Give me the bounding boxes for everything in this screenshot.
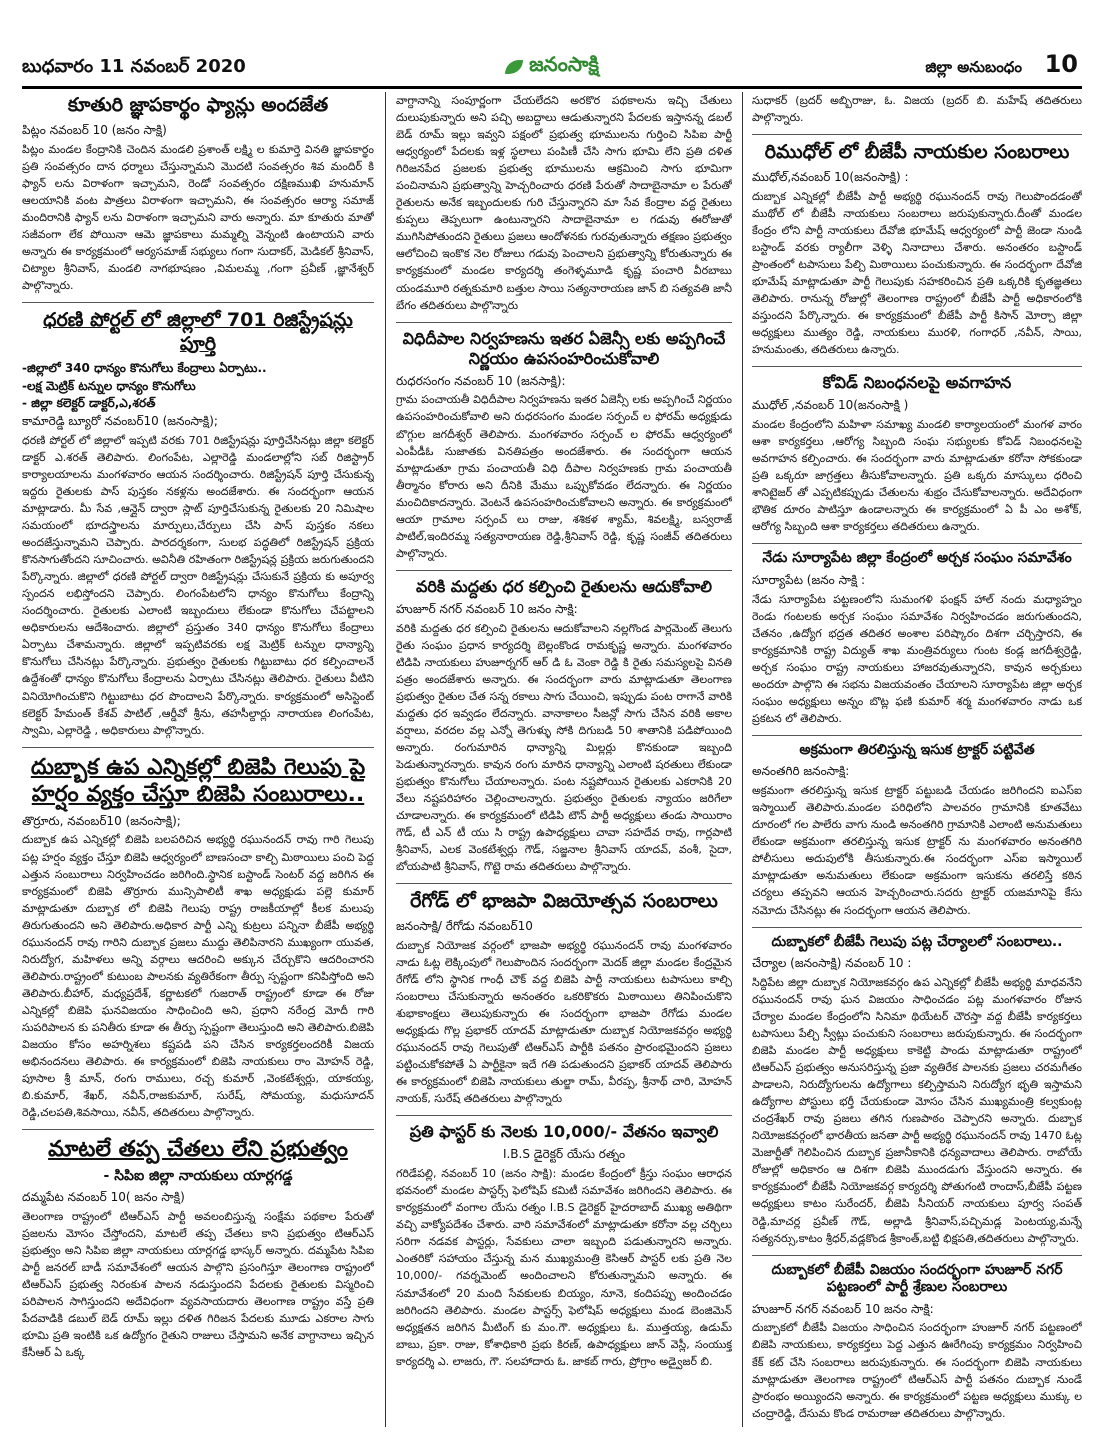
article-separator <box>752 1255 1082 1256</box>
article-dateline: సూర్యాపేట (జనం సాక్షి : <box>752 572 866 587</box>
article-separator <box>396 322 732 323</box>
article-separator <box>22 1129 374 1130</box>
article-separator <box>396 883 732 884</box>
article-subhead: I.B.S డైరెక్టర్ యేసు రత్నం <box>502 1147 626 1162</box>
article-body: దుబ్బాక నియోజక వర్గంలో భాజపా అభ్యర్థి రఘునందన్ రావు మంగళవారం నాడు ఓట్ల లెక్కింపులో గెలుపొందిన సందర్భంగా మెదక్ జిల్లా మండల కేంద్రమైన రేగోడ్ లోని స్థానిక గాంధీ చౌక్ వద్ద బిజెపి పార్టీ నాయకులు టపాసులు కాల్చి సంబరాలు చేసుకున్నారు అనంతరం ఒకరికొకరు మిఠాయిలు తినిపించుకొని శుభాకాంక్షలు తెలుపుకున్నారు ఈ సందర్భంగా భాజపా రేగోడు మండల అధ్యక్షుడు గొల్ల ప్రభాకర్ యాదవ్ మాట్లాడుతూ దుబ్బాక నియోజకవర్గం అభ్యర్థి రఘునందన్ రావు గెలుపుతో టిఆర్ఎస్ పార్టీకి పతనం ప్రారంభమైందని ప్రజలు పట్టించుకోకపోతే ఏ పార్టీకైనా ఇదే గతి పడుతుందని ప్రభాకర్ యాదవ్ తెలిపారు ఈ కార్యక్రమంలో బిజెపి నాయకులు తుల్జా రామ్, వీరప్ప, శ్రీనాథ్ చారి, మోహన్ నాయక్, సురేష్ తదితరులు పాల్గొన్నారు <box>396 938 732 1106</box>
newspaper-logo <box>505 52 599 81</box>
article-headline: అక్రమంగా తిరలిస్తున్న ఇసుక ట్రాక్టర్ పట్టివేత <box>799 741 1035 758</box>
article-cheryal-celebrations <box>752 934 1082 1247</box>
article-body: గరిడేపల్లి, నవంబర్ 10 (జనం సాక్షి): మండల కేంద్రంలో క్రీస్తు సంఘం ఆరాధన భవనంలో మండల పాస్టర్స్ ఫెలోషిప్ కమిటీ సమావేశం జరిగిందని తెలిపారు. ఈ కార్యక్రమంలో వంగాల యేసు రత్నం I.B.S డైరెక్టర్ హైదరాబాద్ ముఖ్య అతిథిగా వచ్చి వాక్యోపదేశం చేశారు. వారి సమావేశంలో మాట్లాడుతూ కరోనా వల్ల చర్చిలు సరిగా నడవక పాస్టర్లు, సేవకులు చాలా ఇబ్బంది పడుతున్నారని అన్నారు. ఎంతరికో సహాయం చేస్తున్న మన ముఖ్యమంత్రి కెసిఆర్ పాస్టర్ లకు ప్రతి నెల 10,000/- గవర్నమెంట్ అందించాలని కోరుతున్నామని అన్నారు. ఈ సమావేశంలో 20 మంది సేవకులకు బియ్యం, నూనె, కందిపప్పు అందించడం జరిగిందని తెలిపారు. మండల పాస్టర్స్ ఫెలోషిప్ అధ్యక్షులు మండ బెంజిమెన్ అధ్యక్షతన జరిగిన మీటింగ్ కు మం.గౌ. అధ్యక్షులు ఓ. ముత్తయ్య, ఉడుమ్ బాబు, ప్రకా. రాజు, కోశాధికారి ప్రభు కిరణ్, ఉపాధ్యక్షులు జాన్ వెస్లీ, సంయుక్త కార్యదర్శి ఎ. లాజరు, గౌ. సలహాదారు ఓ. జాకబ్ గారు, ప్రోగ్రాం అడ్వైజర్ బి. <box>396 1167 732 1368</box>
article-dateline: ముధోల్ ,నవంబర్ 10(జనంసాక్షి ) <box>752 398 909 413</box>
article-separator <box>752 366 1082 367</box>
leaf-icon <box>505 60 523 74</box>
article-cpi-criticism <box>22 1136 374 1361</box>
article-dateline: జనంసాక్షి/ రేగోడు నవంబర్10 <box>396 919 533 934</box>
article-headline: వరికి మద్దతు ధర కల్పించి రైతులను ఆదుకోవాలి <box>415 576 713 596</box>
article-headline: దుబ్బాక ఉప ఎన్నికల్లో బిజెపి గెలుపు పై హర్షం వ్యక్తం చేస్తూ బిజెపి సంబురాలు.. <box>30 754 366 808</box>
article-separator <box>752 927 1082 928</box>
article-dateline: ముధోల్,నవంబర్ 10(జనంసాక్షి) : <box>752 169 909 184</box>
article-body: దుబ్బాక ఉప ఎన్నికల్లో బిజెపి బలపరిచిన అభ్యర్థి రఘునందన్ రావు గారి గెలుపు పట్ల హర్షం వ్యక్తం చేస్తూ బిజెపి ఆధ్వర్యంలో బాణసంచా కాల్చి మిఠాయిలు పంచి పెద్ద ఎత్తున సంబురాలు నిర్వహించడం జరిగింది.స్థానిక బస్టాండ్ సెంటర్ వద్ద జరిగిన ఈ కార్యక్రమంలో బిజెపి తొర్రూరు మున్సిపాలిటీ శాఖ అధ్యక్షుడు పల్లె కుమార్ మాట్లాడుతూ దుబ్బాక లో బిజెపి గెలుపు రాష్ట్ర రాజకీయాల్లో కీలక మలుపు తిరుగుతుందని అని తెలిపారు.అధికార పార్టీ ఎన్ని కుట్రలు పన్నినా బీజేపీ అభ్యర్థి రఘునందన్ రావు గారిని దుబ్బాక ప్రజలు ముద్దు తెలిపినారని ముఖ్యంగా యువత, నిరుద్యోగ, మహిళలు అన్ని వర్గాలు ఆదరించి అక్కున చేర్చుకొని ఆదరించారని తెలిపారు.రాష్ట్రంలో కుటుంబ పాలనకు వ్యతిరేకంగా తీర్పు స్పష్టంగా కనిపిస్తోంది అని తెలిపారు.బీహార్, మధ్యప్రదేశ్, కర్ణాటకలో గుజరాత్ రాష్ట్రంలో కూడా ఈ రోజు ఎన్నికల్లో బిజెపి ఘనవిజయం సాధించింది అని, ప్రధాని నరేంద్ర మోదీ గారి సుపరిపాలన కు పనితీరు కూడా ఈ తీర్పు స్పష్టంగా తెలుస్తుంది అని తెలిపారు.బిజెపి విజయం కోసం అహర్నిశలు కష్టపడి పని చేసిన కార్యకర్తలందరికీ విజయ అభినందనలు తెలిపారు. ఈ కార్యక్రమంలో బిజెపి నాయకులు రాం మోహన్ రెడ్డి, పూసాల శ్రీ మాన్, రంగు రాములు, రచ్చ కుమార్ ,వెంకటేశ్వర్లు, యాకయ్య, బి.కుమార్, శేఖర్, నవీన్,రాజకుమార్, సురేష్, సోమయ్య, మధుసూదన్ రెడ్డి,చలపతి,శివసాయి, నవీన్, తదితరులు పాల్గొన్నారు. <box>22 833 374 1120</box>
article-body: పిట్లం మండల కేంద్రానికి చెందిన మండలి ప్రశాంత్ లక్ష్మి ల కుమార్తె వినతి జ్ఞాపకార్థం ప్రతి సంవత్సరం దాన ధర్మాలు చేస్తున్నామని మొదటి సంవత్సరం శివ మందిర్ కి ఫ్యాన్ లను విరాళంగా ఇచ్చామని, రెండో సంవత్సరం దక్షిణముఖి హనుమాన్ ఆలయానికి వంట పాత్రలు విరాళంగా ఇచ్చామని, ఈ సంవత్సరం ఆర్యా సమాజ్ మందిరానికి ఫ్యాన్ లను విరాళంగా ఇచ్చామని వారు అన్నారు. మా కూతురు మాతో సజీవంగా లేక పోయినా ఆమె జ్ఞాపకాలు మమ్మల్ని వెన్నంటి ఉంటాయని వారు అన్నారు ఈ కార్యక్రమంలో ఆర్యసమాజ్ సభ్యులు గంగా సుదాకర్, మెడికల్ శ్రీనివాస్, చిట్యాల శ్రీనివాస్, మండలి నాగభూషణం ,విమలమ్మ ,గంగా ప్రవీణ్ ,జ్ఞానేశ్వర్ పాల్గొన్నారు. <box>22 142 374 292</box>
article-dateline: కామారెడ్డి బ్యూరో నవంబర్10 (జనంసాక్షి); <box>22 414 218 429</box>
column-2 <box>396 92 732 1432</box>
article-dharani-portal <box>22 309 374 739</box>
article-body: వాగ్దానాన్ని సంపూర్ణంగా చేయలేదని అరకొర పథకాలను ఇచ్చి చేతులు దులుపుకున్నారు అని పచ్చి అబద్దాలు ఆడుతున్నారని పేదలకు ఇస్తానన్న డబల్ బెడ్ రూమ్ ఇల్లు ఇవ్వని పక్షంలో ప్రభుత్వ భూములను గుర్తించి సిపిఐ పార్టీ ఆధ్వర్యంలో పేదలకు ఇళ్ల స్థలాలు పంపిణీ చేసి సాగు భూమి లేని ప్రతి దళిత గిరిజనపేద ప్రజలకు ప్రభుత్వ భూములను ఆక్రమించి సాగు భూమిగా పంచినామని ప్రభుత్వాన్ని హెచ్చరించారు ధరణి పేరుతో సాదాబైనామా ల పేరుతో రైతులను అనేక ఇబ్బందులకు గురి చేస్తున్నారని మా సేవ కేంద్రాల వద్ద రైతులు కుప్పలు తెప్పలుగా ఉంటున్నారని సాదాబైనామా ల గడువు ఈరోజుతో ముగిసిపోతుందని రైతులు ప్రజలు ఆందోళనకు గురవుతున్నారు తక్షణం ప్రభుత్వం ఆలోచించి ఇంకొక నెల రోజులు గడువు పెంచాలని ప్రభుత్వాన్ని కోరుతున్నారు ఈ కార్యక్రమంలో మండల కార్యదర్శి తంగెళ్ళమూడి కృష్ణ పంచారి వీరబాబు యండమూరి రత్నకుమారి బత్తుల సాయి సత్యనారాయణ జాన్ బి సత్యవతి జానీ బేగం తదితరులు పాల్గొన్నారు <box>396 94 732 312</box>
column-3 <box>752 92 1082 1432</box>
column-divider <box>742 92 743 1427</box>
article-headline: ప్రతి ఫాస్టర్ కు నెలకు 10,000/- వేతనం ఇవ్వాలి <box>409 1122 719 1142</box>
article-headline: మాటలే తప్ప చేతలు లేని ప్రభుత్వం <box>48 1137 348 1163</box>
masthead-rule <box>22 86 1082 89</box>
masthead <box>22 50 1082 84</box>
article-body: దుబ్బాకలో బీజేపీ విజయం సాధించిన సందర్భంగా హుజూర్ నగర్ పట్టణంలో బిజెపి నాయకులు, కార్యకర్తలు పెద్ద ఎత్తున ఊరేగింపు కార్యక్రమం నిర్వహించి కేక్ కట్ చేసి సంబరాలు జరుపుకున్నారు. ఈ సందర్భంగా బిజెపి నాయకులు మాట్లాడుతూ తెలంగాణ రాష్ట్రంలో టిఆర్ఎస్ పార్టీ పతనం దుబ్బాక నుండే ప్రారంభం అయ్యిందని అన్నారు. ఈ కార్యక్రమంలో పట్టణ అధ్యక్షులు ముక్కు ల చంద్రారెడ్డి, దేసుమ కొండ రామరాజు తదితరులు పాల్గొన్నారు. <box>752 1321 1082 1420</box>
article-headline: రేగోడ్ లో భాజపా విజయోత్సవ సంబరాలు <box>410 890 718 913</box>
article-body: తెలంగాణ రాష్ట్రంలో టిఆర్ఎస్ పార్టీ అవలంబిస్తున్న సంక్షేమ పథకాల పేరుతో ప్రజలను మోసం చేస్తోందని, మాటలే తప్ప చేతలు కాని ప్రభుత్వం టిఆర్ఎస్ ప్రభుత్వం అని సిపిఐ జిల్లా నాయకులు యార్లగడ్డ భాస్కర్ అన్నారు. దమ్మపేట సిపిఐ పార్టీ జనరల్ బాడీ సమావేశంలో ఆయన పాల్గొని ప్రసంగిస్తూ తెలంగాణ రాష్ట్రంలో టిఆర్ఎస్ ప్రభుత్వ నిరంకుశ పాలన నడుస్తుందని పేదలకు రైతులకు విస్మరించి పరిపాలన సాగిస్తుందని అదేవిధంగా వ్యవసాయదారు తెలంగాణ రాష్ట్రం వస్తే ప్రతి పేదవాడికి డబుల్ బెడ్ రూమ్ ఇల్లు దళిత గిరిజన పేదలకు మూడు ఎకరాల సాగు భూమి ప్రతి ఇంటికి ఒక ఉద్యోగం రైతుని రాజులు చేస్తామని అనేక వాగ్దానాలు ఇచ్చిన కేసీఆర్ ఏ ఒక్క <box>22 1210 374 1360</box>
article-regode-celebrations <box>396 890 732 1107</box>
issue-date: బుధవారం 11 నవంబర్ 2020 <box>22 56 246 77</box>
article-body: ధరణి పోర్టల్ లో జిల్లాలో ఇప్పటి వరకు 701 రిజిస్ట్రేషన్లు పూర్తిచేసినట్లు జిల్లా కలెక్టర్ డాక్టర్ ఎ.శరత్ తెలిపారు. లింగంపేట, ఎల్లారెడ్డి మండలాల్లోని సబ్ రిజిస్ట్రార్ కార్యాలయాలను మంగళవారం ఆయన సందర్శించారు. రిజిస్ట్రేషన్ పూర్తి చేసుకున్న ఇద్దరు రైతులకు పాస్ పుస్తకం నకళ్లను అందజేశారు. ఈ సందర్భంగా ఆయన మాట్లాడారు. మీ సేవ ,ఆన్లైన్ ద్వారా స్లాట్ పూర్తిచేసుకున్న రైతులకు 20 నిమిషాల సమయంలో భూదస్త్రాలను మార్పులు,చేర్పులు చేసి పాస్ పుస్తకం నకలు అందజేస్తున్నామని చెప్పారు. పారదర్శకంగా, సులభ పద్ధతిలో రిజిస్ట్రేషన్ ప్రక్రియ కొనసాగుతోందని సూచించారు. అవినీతి రహితంగా రిజిస్ట్రేషన్ల ప్రక్రియ జరుగుతుందని పేర్కొన్నారు. జిల్లాలో ధరణి పోర్టల్ ద్వారా రిజిస్ట్రేషన్లు చేసుకునే ప్రక్రియ కు అపూర్వ స్పందన లభిస్తోందని చెప్పారు. లింగంపేటలోని ధాన్యం కొనుగోలు కేంద్రాన్ని సందర్శించారు. రైతులకు ఎలాంటి ఇబ్బందులు లేకుండా కొనుగోలు చేపట్టాలని అధికారులను ఆదేశించారు. జిల్లాలో ప్రస్తుతం 340 ధాన్యం కొనుగోలు కేంద్రాలు ఏర్పాటు చేశామన్నారు. జిల్లాలో ఇప్పటివరకు లక్ష మెట్రిక్ టన్నుల ధాన్యాన్ని కొనుగోలు చేసినట్లు పేర్కొన్నారు. ప్రభుత్వం రైతులకు గిట్టుబాటు ధర కల్పించాలనే ఉద్దేశంతో ధాన్యం కొనుగోలు కేంద్రాలను ఏర్పాటు చేసినట్లు తెలిపారు. రైతులు వీటిని వినియోగించుకొని గిట్టుబాటు ధర పొందాలని పేర్కొన్నారు. కార్యక్రమంలో అసిస్టెంట్ కలెక్టర్ హేమంత్ కేశవ్ పాటిల్ ,ఆర్డీవో శ్రీను, తహసీల్దార్లు నారాయణ లింగంపేట, స్వామి, ఎల్లారెడ్డి , అధికారులు పాల్గొన్నారు. <box>22 433 374 737</box>
article-covid-awareness <box>752 373 1082 535</box>
article-huzurnagar-celebrations <box>752 1262 1082 1422</box>
section-title: జిల్లా అనుబంధం <box>925 58 1022 76</box>
column-1 <box>22 92 374 1432</box>
column-divider <box>385 92 386 1427</box>
article-body: దుబ్బాక ఎన్నికల్లో బీజేపీ పార్టీ అభ్యర్థి రఘునందన్ రావు గెలుపొందడంతో ముథోల్ లో బీజేపీ నాయకులు సంబరాలు జరుపుకున్నారు.దీంతో మండల కేంద్రం లోని పార్టీ నాయకులు దేవోజి భూమేష్ ఆధ్వర్యంలో పార్టీ జెండా నుండి బస్టాండ్ వరకు ర్యాలీగా వెళ్ళి నినాదాలు చేశారు. అనంతరం బస్టాండ్ ప్రాంతంలో టపాసులు పేల్చి మిఠాయిలు పంచుకున్నారు. ఈ సందర్భంగా దేవోజి భూమేష్ మాట్లాడుతూ పార్టీ గెలుపుకు సహకరించిన ప్రతి ఒక్కరికి కృతజ్ఞతలు తెలిపారు. రానున్న రోజుల్లో తెలంగాణ రాష్ట్రంలో బీజేపీ పార్టీ అధికారంలోకి వస్తుందని పేర్కొన్నారు. ఈ కార్యక్రమంలో బీజేపీ పార్టీ కిసాన్ మోర్చా జిల్లా అధ్యక్షులు ముత్యం రెడ్డి, నాయకులు మురళి, గంగాధర్ ,నవీన్, సాయి, హనుమంతు, తదితరులు ఉన్నారు. <box>752 189 1082 357</box>
article-body: మండల కేంద్రంలోని మహిళా సమాఖ్య మండలి కార్యాలయంలో మంగళ వారం ఆశా కార్యకర్తలు ,ఆరోగ్య సిబ్బంది సంఘ సభ్యులకు కోవిడ్ నిబంధనలపై అవగాహన కల్పించారు. ఈ సందర్భంగా వారు మాట్లాడుతూ కరోనా సోకకుండా ప్రతి ఒక్కరూ జాగ్రత్తలు తీసుకోవాలన్నారు. ప్రతి ఒక్కరు మాస్కులు ధరించి శానిటైజర్ తో ఎప్పటికప్పుడు చేతులను శుభ్రం చేసుకోవాలన్నారు. అదేవిధంగా భౌతిక దూరం పాటిస్తూ ఉండాలన్నారు ఈ కార్యక్రమంలో ఏ పీ ఎం అశోక్, ఆరోగ్య సిబ్బంది ఆశా కార్యకర్తలు తదితరులు ఉన్నారు. <box>752 417 1082 534</box>
article-headline: ధరణి పోర్టల్ లో జిల్లాలో 701 రిజిస్ట్రేషన్లు పూర్తి <box>43 308 353 355</box>
article-separator <box>396 570 732 571</box>
article-body: నేడు సూర్యాపేట పట్టణంలోని సుమంగళి ఫంక్షన్ హాల్ నందు మధ్యాహ్నం రెండు గంటలకు అర్చక సంఘం సమావేశం నిర్వహించడం జరుగుతుందని, చేతనం ,ఉద్యోగ భద్రత తదితర అంశాల పరిష్కారం దిశగా చర్చిస్తారని, ఈ కార్యక్రమానికి రాష్ట్ర విద్యుత్ శాఖ మంత్రివర్యులు గుంట కండ్ల జగదీశ్వర్రెడ్డి, అర్చక సంఘం రాష్ట్ర నాయకులు హాజరవుతున్నారని, కావున అర్చకులు అందరూ పాల్గొని ఈ సభను విజయవంతం చేయాలని సూర్యాపేట జిల్లా అర్చక సంఘం అధ్యక్షులు అన్నం బొట్ల ఫణి కుమార్ శర్మ మంగళవారం నాడు ఒక ప్రకటన లో తెలిపారు. <box>752 592 1082 725</box>
article-dateline: తొర్రూరు, నవంబర్10 (జనంసాక్షి); <box>22 813 181 828</box>
article-cpi-continued <box>396 92 732 314</box>
page-number: 10 <box>1044 50 1078 78</box>
article-body: అక్రమంగా తరలిస్తున్న ఇసుక ట్రాక్టర్ పట్టుబడి చేయడం జరిగిందని ఐఎస్ఐ ఇస్మాయిల్ తెలిపారు.మండల పరిధిలోని పాలవరం గ్రామానికి కూతవేటు దూరంలో గల పాలేరు వాగు నుండి అనంతగిరి గ్రామానికి ఎలాంటి అనుమతులు లేకుండా అక్రమంగా తరలిస్తున్న ఇసుక ట్రాక్టర్ ను మంగళవారం అనంతగిరి పోలీసులు అదుపులోకి తీసుకున్నారు.ఈ సందర్భంగా ఎస్ఐ ఇస్మాయిల్ మాట్లాడుతూ అనుమతులు లేకుండా అక్రమంగా ఇసుకను తరలిస్తే కఠిన చర్యలు తప్పవని ఆయన హెచ్చరించారు.సదరు ట్రాక్టర్ యజమానిపై కేసు నమోదు చేసినట్లు ఈ సందర్భంగా ఆయన తెలిపారు. <box>752 784 1082 917</box>
article-sand-tractor-seized <box>752 742 1082 919</box>
article-body: సుధాకర్ (బ్రదర్ అబ్బిరాజు, ఓ. విజయ (బ్రదర్ బి. మహేష్ తదితరులు పాల్గొన్నారు. <box>752 94 1082 125</box>
article-subhead: - సిపిఐ జిల్లా నాయకులు యార్లగడ్డ <box>103 1167 293 1184</box>
article-headline: కోవిడ్ నిబంధనలపై అవగాహన <box>822 373 1012 393</box>
article-dateline: రుధరసంగం నవంబర్ 10 (జనసాక్షి): <box>396 373 566 388</box>
article-dateline: హుజూర్ నగర్ నవంబర్ 10 జనం సాక్షి: <box>752 1301 934 1316</box>
article-pastor-continued <box>752 92 1082 126</box>
article-separator <box>22 747 374 748</box>
article-subhead: -లక్ష మెట్రిక్ టన్నుల ధాన్యం కొనుగోలు <box>22 378 196 393</box>
article-dateline: పిట్లం నవంబర్ 10 (జనం సాక్షి) <box>22 122 167 137</box>
article-headline: దుబ్బాకలో బీజేపీ గెలుపు పట్ల చేర్యాలలో సంబరాలు.. <box>771 933 1063 950</box>
article-dubbaka-torrur <box>22 754 374 1122</box>
article-street-lights <box>396 329 732 562</box>
article-headline: నేడు సూర్యాపేట జిల్లా కేంద్రంలో అర్చక సంఘం సమావేశం <box>762 550 1072 567</box>
article-archaka-meeting <box>752 550 1082 727</box>
article-separator <box>752 543 1082 544</box>
article-fans-donation <box>22 94 374 294</box>
article-dateline: అనంతగిరి జనంసాక్షి: <box>752 764 850 779</box>
article-body: గ్రామ పంచాయతీ విధిదీపాల నిర్వహణను ఇతర ఏజెన్సీ లకు అప్పగించే నిర్ణయం ఉపసంహరించుకోవాలి అని రుధరసంగం మండల సర్పంచ్ ల ఫోరమ్ అధ్యక్షుడు బొగ్గుల జగదీశ్వర్ తెలిపారు. మంగళవారం సర్పంచ్ ల ఫోరమ్ ఆధ్వర్యంలో ఎంపీడీఓ సుజాతకు వినతిపత్రం అందజేశారు. ఈ సందర్భంగా ఆయన మాట్లాడుతూ గ్రామ పంచాయతీ విధి దీపాల నిర్వహణకు గ్రామ పంచాయతీ తీర్మానం కోరారు అని దీనికి మేము ఒప్పుకోవడం లేదన్నారు. ఈ నిర్ణయం మంచిదికాదన్నారు. వెంటనే ఉపసంహరించుకోవాలని అన్నారు. ఈ కార్యక్రమంలో ఆయా గ్రామాల సర్పంచ్ లు రాజు, శశికళ శ్యామ్, శివలక్ష్మి, బస్వరాజ్ పాటిల్,ఇందిరమ్మ సత్యనారాయణ రెడ్డి,శ్రీనివాస్ రెడ్డి, కృష్ణ సంజీవ్ తదితరులు పాల్గొన్నారు. <box>396 393 732 560</box>
article-headline: రిముధోల్ లో బీజేపీ నాయకుల సంబరాలు <box>764 141 1070 164</box>
article-separator <box>752 735 1082 736</box>
article-headline: దుబ్బాకలో బీజేపీ విజయం సందర్భంగా హుజూర్ నగర్ పట్టణంలో పార్టీ శ్రేణుల సంబరాలు <box>771 1261 1063 1296</box>
article-separator <box>752 134 1082 135</box>
article-body: సిద్దిపేట జిల్లా దుబ్బాక నియోజకవర్గం ఉప ఎన్నికల్లో బీజేపీ అభ్యర్థి మాధవనేని రఘునందన్ రావు ఘన విజయం సాధించడం పట్ల మంగళవారం రోజున చేర్యాల మండల కేంద్రంలోని సినిమా థియేటర్ చౌరస్తా వద్ద బీజేపీ కార్యకర్తలు టపాసులు పేల్చి స్వీట్లు పంచుకుని సంబరాలు జరుపుకున్నారు. ఈ సందర్భంగా బిజెపి మండల పార్టీ అధ్యక్షులు కాకెట్టి పాండు మాట్లాడుతూ రాష్ట్రంలో టిఆర్ఎస్ ప్రభుత్వం అనుసరిస్తున్న ప్రజా వ్యతిరేక పాలనకు ప్రజలు చరమగీతం పాడాలని, నిరుద్యోగులను ఉద్యోగాలు కల్పిస్తామని నిరుద్యోగ భృతి ఇస్తామని ఉద్యోగాల పోస్టులు భర్తీ చేయకుండా మోసం చేసిన ముఖ్యమంత్రి కల్వకుంట్ల చంద్రశేఖర్ రావు ప్రజలు తగిన గుణపాఠం చెప్పారని అన్నారు. దుబ్బాక నియోజకవర్గంలో భారతీయ జనతా పార్టీ అభ్యర్థి రఘునందన్ రావు 1470 ఓట్ల మెజార్టీతో గెలిపించిన దుబ్బాక ప్రజానీకానికి ధన్యవాదాలు తెలిపారు. రాబోయే రోజుల్లో అధికారం ఆ దిశగా బిజెపి ముందడుగు వేస్తుందని అన్నారు. ఈ కార్యక్రమంలో బీజేపీ నియోజకవర్గ కార్యదర్శి పోతుగంటి రాందాస్,బీజేపీ పట్టణ అధ్యక్షులు కాటం సురేందర్, బీజెపి సీనియర్ నాయకులు పూర్వ సంపత్ రెడ్డి,మాచర్ల ప్రవీణ్ గౌడ్, అల్లాడి శ్రీనివాస్,పచ్చిమడ్ల పెంటయ్య,మన్నే సత్యనర్సు,కాటం శ్రీధర్,వడ్లకొండ శ్రీకాంత్,బట్టి భిక్షపతి,తదితరులు పాల్గొన్నారు. <box>752 975 1082 1245</box>
article-body: వరికి మద్దతు ధర కల్పించి రైతులను ఆదుకోవాలని నల్లగొండ పార్లమెంట్ తెలుగు రైతు సంఘం ప్రధాన కార్యదర్శి బెల్లంకొండ రామకృష్ణ అన్నారు. మంగళవారం టిడిపి నాయకులు హుజూర్నగర్ ఆర్ డి ఓ వెంకా రెడ్డి కి రైతు సమస్యలపై వినతి పత్రం అందజేశారు అన్నారు. ఈ సందర్భంగా వారు మాట్లాడుతూ తెలంగాణ ప్రభుత్వం రైతుల చేత సన్న రకాలు సాగు చేయించి, ఇప్పుడు పంట రాగానే వారికి మద్దతు ధర ఇవ్వడం లేదన్నారు. వానాకాలం సీజన్లో సాగు చేసిన వరికి అకాల వర్షాలు, వరదల వల్ల ఎన్నో తెగుళ్ళు సోకి దిగుబడి 50 శాతానికి పడిపోయింది అన్నారు. రంగుమారిన ధాన్యాన్ని మిల్లర్లు కొనకుండా ఇబ్బంది పెడుతున్నారన్నారు. కావున రంగు మారిన ధాన్యాన్ని ఎలాంటి షరతులు లేకుండా ప్రభుత్వం కొనుగోలు చేయాలన్నారు. పంట నష్టపోయిన రైతులకు ఎకరానికి 20 వేలు నష్టపరిహారం చెల్లించాలన్నారు. ప్రభుత్వం రైతులకు న్యాయం జరిగేలా చూడాలన్నారు. ఈ కార్యక్రమంలో టిడిపి టౌన్ పార్టీ అధ్యక్షులు తండు సాయిరాం గౌడ్, టీ ఎన్ టీ యు సి రాష్ట్ర ఉపాధ్యక్షులు చావా సహదేవ రావు, గార్లపాటి శ్రీనివాస్, ఎలక వెంకటేశ్వర్లు గౌడ్, సజ్జనాల శ్రీనివాస్ యాదవ్, వంశీ, సైదా, బోయపాటి శ్రీనివాస్, గొట్టె రామ తదితరులు పాల్గొన్నారు. <box>396 621 732 874</box>
article-dateline: హుజూర్ నగర్ నవంబర్ 10 జనం సాక్షి: <box>396 601 578 616</box>
article-separator <box>22 302 374 303</box>
article-subhead: -జిల్లాలో 340 ధాన్యం కొనుగోలు కేంద్రాలు ఏర్పాటు.. <box>22 361 267 376</box>
article-mudhol-celebrations <box>752 141 1082 358</box>
newspaper-name: జనంసాక్షి <box>529 52 599 76</box>
article-paddy-support-price <box>396 577 732 876</box>
article-subhead: - జిల్లా కలెక్టర్ డాక్టర్,ఎ,శరత్ <box>22 395 156 410</box>
article-dateline: దమ్మపేట నవంబర్ 10( జనం సాక్షి) <box>22 1190 185 1205</box>
article-pastor-salary <box>396 1122 732 1369</box>
article-headline: కూతురి జ్ఞాపకార్థం ఫ్యాన్లు అందజేత <box>67 94 329 116</box>
article-dateline: చేర్యాల (జనంసాక్షి) నవంబర్ 10 : <box>752 956 912 971</box>
article-headline: విధిదీపాల నిర్వహణను ఇతర ఏజెన్సీ లకు అప్పగించే నిర్ణయం ఉపసంహరించుకోవాలి <box>402 328 726 368</box>
article-separator <box>396 1115 732 1116</box>
